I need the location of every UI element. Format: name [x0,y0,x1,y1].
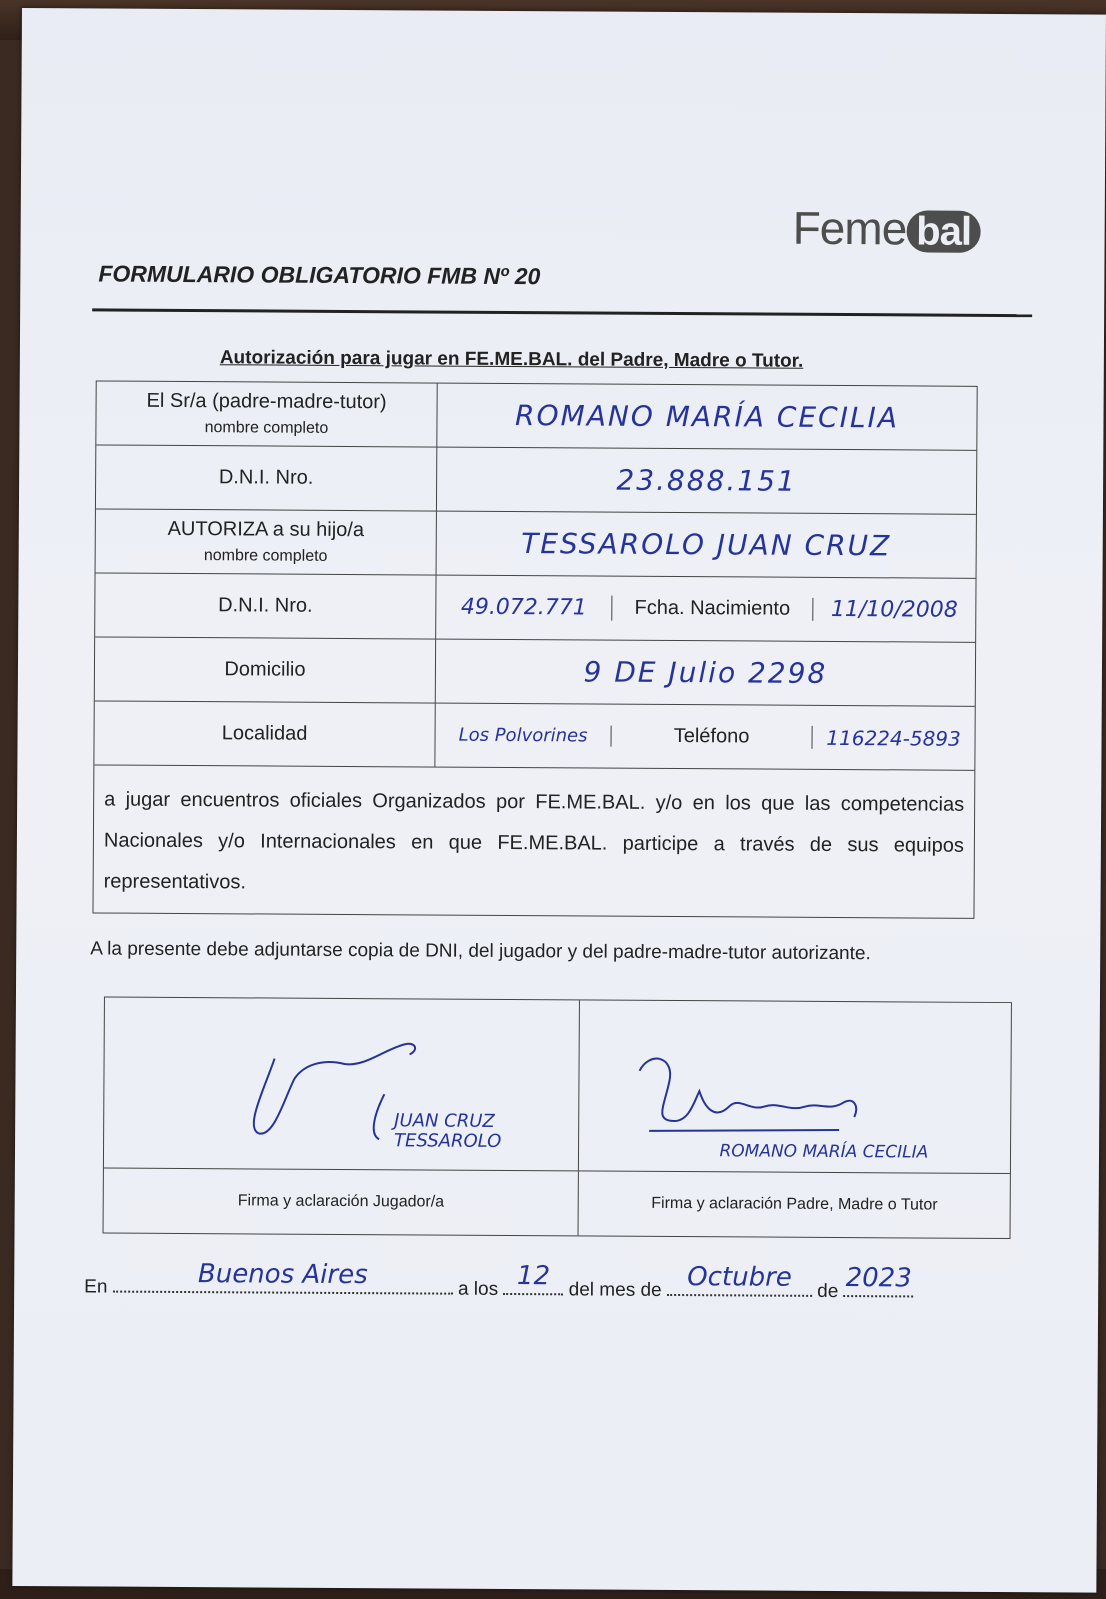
birth-date-field[interactable] [813,597,975,623]
form-subtitle: Autorización para jugar en FE.ME.BAL. del Padre, Madre o Tutor. [219,347,804,372]
domicilio-label: Domicilio [224,658,306,681]
player-name-line2: TESSAROLO [394,1130,502,1152]
player-signature-label: Firma y aclaración Jugador/a [237,1192,445,1211]
player-signature-label-cell [104,1169,580,1236]
authorization-table [92,380,977,918]
footer-del-mes-de: del mes de [568,1279,662,1301]
authorization-paragraph: a jugar encuentros oficiales Organizados por FE.ME.BAL. y/o en los que las competencias Nacionales y/o Internacionales en que FE.ME.BAL. participe a través de sus equipos representativos. [103,788,965,894]
localidad-label: Localidad [221,722,308,745]
month-field[interactable] [667,1262,812,1297]
day-field[interactable] [503,1261,563,1295]
tutor-signature-label: Firma y aclaración Padre, Madre o Tutor [651,1194,938,1214]
place-field[interactable] [113,1259,453,1295]
tutor-signature-label-cell [579,1171,1010,1238]
tutor-dni-label-cell [96,445,437,510]
tutor-printed-name: ROMANO MARÍA CECILIA [719,1141,929,1163]
form-title: FORMULARIO OBLIGATORIO FMB Nº 20 [98,260,541,290]
localidad-label-cell [94,701,435,766]
attachment-note: A la presente debe adjuntarse copia de DNI, del jugador y del padre-madre-tutor autorizante. [90,938,871,965]
domicilio-value: 9 DE Julio 2298 [583,655,828,690]
footer-de: de [817,1280,839,1303]
telefono-field[interactable] [812,725,974,750]
player-name-line1: JUAN CRUZ [394,1110,495,1132]
autoriza-label: AUTORIZA a su hijo/a [167,517,365,542]
signature-table [103,997,1012,1240]
birth-date-value: 11/10/2008 [830,596,958,623]
form-sheet [12,8,1106,1593]
signature-label-row [104,1169,1010,1239]
domicilio-field[interactable] [436,640,975,706]
child-dni-field[interactable] [436,595,612,621]
logo-badge: bal [906,210,981,252]
telefono-value: 116224-5893 [826,725,961,751]
row-child [96,509,976,578]
localidad-value: Los Polvorines [458,724,588,747]
player-signature-box[interactable] [104,998,580,1171]
child-dni-label: D.N.I. Nro. [218,594,313,617]
telefono-label-cell [611,725,812,749]
signature-row [104,998,1011,1175]
tutor-name-field[interactable] [437,384,976,450]
title-divider [92,308,1032,317]
child-dni-label-cell [95,573,436,638]
tutor-label: El Sr/a (padre-madre-tutor) [146,389,387,414]
child-name-value: TESSAROLO JUAN CRUZ [521,527,892,563]
logo-text: Feme [792,201,907,255]
tutor-dni-value: 23.888.151 [616,463,797,498]
year-field[interactable] [844,1263,914,1297]
year-value: 2023 [845,1263,912,1294]
day-value: 12 [516,1261,551,1292]
child-sublabel: nombre completo [203,547,328,565]
row-domicilio [95,637,975,706]
localidad-group [435,704,974,770]
row-tutor-dni [96,445,976,514]
tutor-signature-box[interactable] [579,1000,1011,1173]
tutor-name-value: ROMANO MARÍA CECILIA [514,399,900,435]
footer-en: En [84,1276,108,1298]
telefono-label: Teléfono [673,724,750,748]
footer-a-los: a los [457,1278,499,1300]
child-dni-value: 49.072.771 [460,594,587,621]
tutor-dni-field[interactable] [437,448,976,514]
tutor-sublabel: nombre completo [204,419,329,437]
place-value: Buenos Aires [197,1259,368,1291]
row-child-dni [95,573,975,642]
tutor-label-cell [96,381,437,446]
row-tutor [96,381,976,450]
localidad-field[interactable] [436,725,612,747]
child-name-field[interactable] [437,512,976,578]
player-printed-name [394,1111,501,1152]
femebal-logo [793,201,982,256]
domicilio-label-cell [95,637,436,702]
place-date-line [84,1259,914,1303]
month-value: Octubre [687,1262,792,1293]
child-dni-group [436,576,975,642]
row-localidad [94,701,974,770]
birth-label: Fcha. Nacimiento [634,596,791,620]
tutor-dni-label: D.N.I. Nro. [218,466,314,489]
birth-label-cell [612,597,813,621]
child-label-cell [96,509,437,574]
